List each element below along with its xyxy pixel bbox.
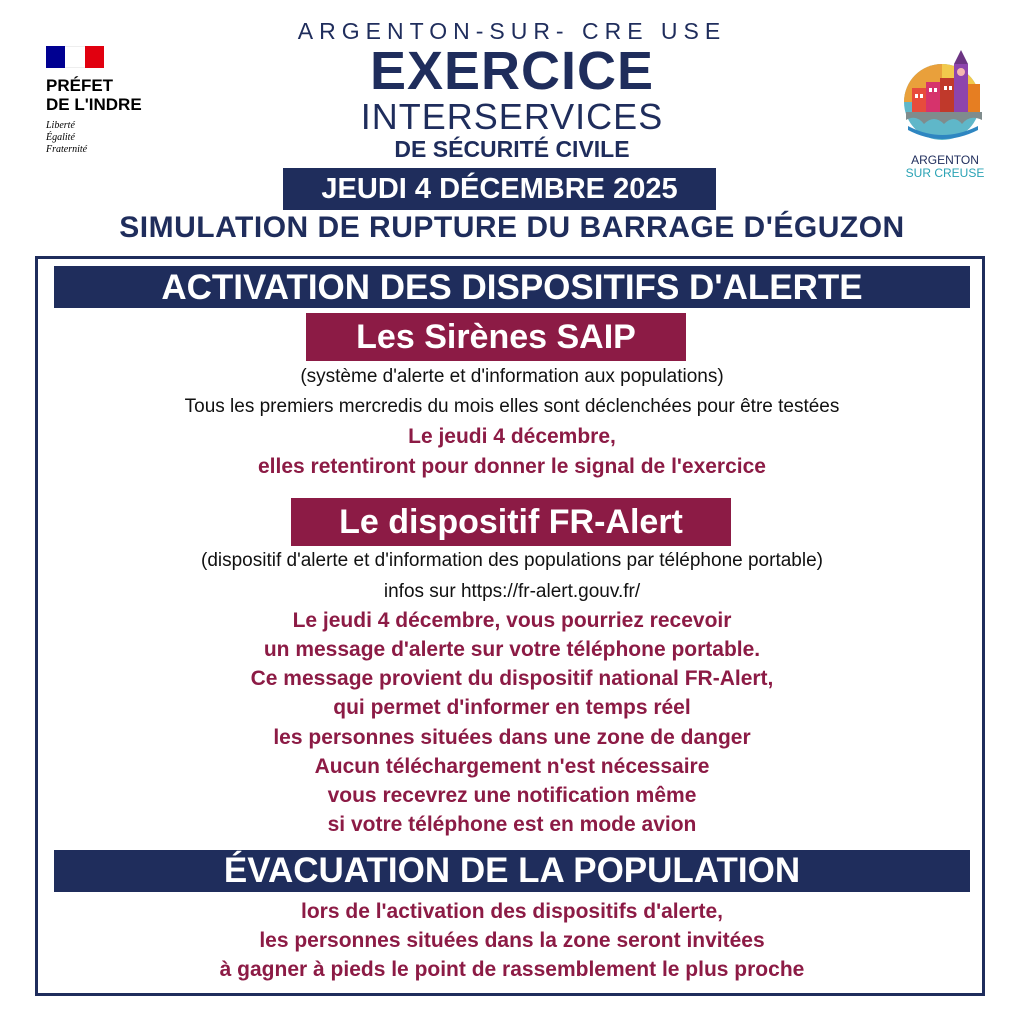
prefet-title-line1: PRÉFET xyxy=(46,76,114,95)
securite-civile-title: DE SÉCURITÉ CIVILE xyxy=(394,136,630,162)
logo-sur-creuse: SUR CREUSE xyxy=(905,166,985,180)
simulation-title: SIMULATION DE RUPTURE DU BARRAGE D'ÉGUZON xyxy=(119,211,905,244)
sirens-date: Le jeudi 4 décembre, xyxy=(408,425,616,448)
motto-egalite: Égalité xyxy=(46,132,75,143)
exercise-title: EXERCICE xyxy=(369,41,655,101)
motto-liberte: Liberté xyxy=(46,120,75,131)
fralert-line: un message d'alerte sur votre téléphone portable. xyxy=(263,638,761,661)
sirens-test-info: Tous les premiers mercredis du mois elles sont déclenchées pour être testées xyxy=(184,396,840,417)
fralert-line: Le jeudi 4 décembre, vous pourriez recevoir xyxy=(292,609,732,632)
city-title: ARGENTON-SUR- CRE USE xyxy=(297,18,727,44)
section-alert-title: ACTIVATION DES DISPOSITIFS D'ALERTE xyxy=(54,266,970,308)
fralert-line: Aucun téléchargement n'est nécessaire xyxy=(314,755,710,778)
fralert-description: (dispositif d'alerte et d'information des populations par téléphone portable) xyxy=(201,550,823,571)
logo-argenton: ARGENTON xyxy=(911,153,979,167)
prefet-title-line2: DE L'INDRE xyxy=(46,95,142,114)
date-banner: JEUDI 4 DÉCEMBRE 2025 xyxy=(283,168,716,210)
fralert-line: les personnes situées dans une zone de danger xyxy=(273,726,751,749)
interservices-title: INTERSERVICES xyxy=(360,96,664,137)
section-evacuation-title: ÉVACUATION DE LA POPULATION xyxy=(54,850,970,892)
evacuation-line: les personnes situées dans la zone seront invitées xyxy=(259,929,765,952)
evacuation-line: à gagner à pieds le point de rassemblement le plus proche xyxy=(219,958,805,981)
fralert-line: qui permet d'informer en temps réel xyxy=(333,696,691,719)
fralert-line: vous recevrez une notification même xyxy=(327,784,697,807)
fralert-info-link[interactable]: infos sur https://fr-alert.gouv.fr/ xyxy=(383,581,641,602)
fralert-line: si votre téléphone est en mode avion xyxy=(327,813,697,836)
sirens-description: (système d'alerte et d'information aux populations) xyxy=(300,366,724,387)
fralert-label: Le dispositif FR-Alert xyxy=(291,498,731,546)
fralert-line: Ce message provient du dispositif national FR-Alert, xyxy=(250,667,774,690)
sirens-label: Les Sirènes SAIP xyxy=(306,313,686,361)
motto-fraternite: Fraternité xyxy=(46,144,88,155)
sirens-signal: elles retentiront pour donner le signal de l'exercice xyxy=(258,455,766,478)
evacuation-line: lors de l'activation des dispositifs d'alerte, xyxy=(301,900,723,923)
